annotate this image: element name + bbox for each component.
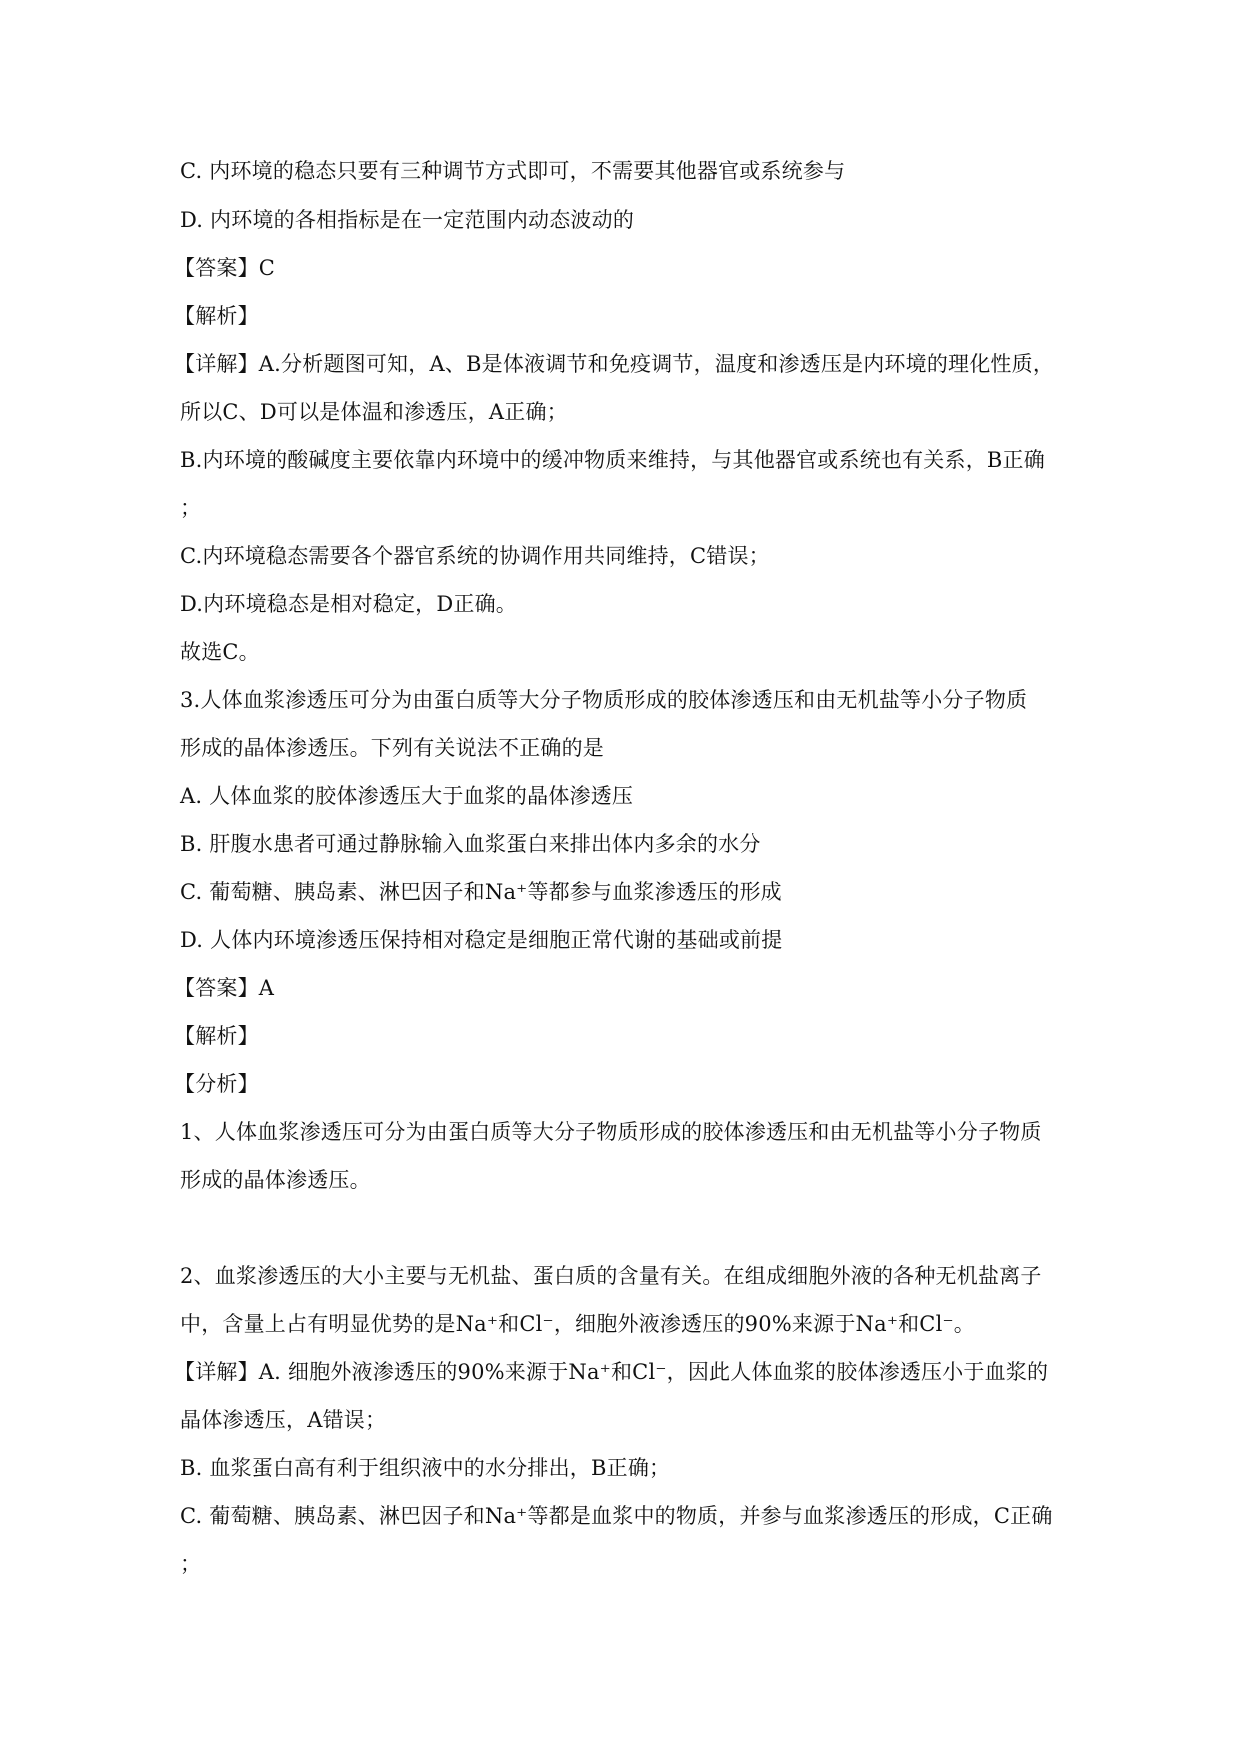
analysis-point: 形成的晶体渗透压。 [180, 1168, 371, 1192]
analysis-point: 2、血浆渗透压的大小主要与无机盐、蛋白质的含量有关。在组成细胞外液的各种无机盐离子 [180, 1264, 1042, 1288]
detail-line: B. 血浆蛋白高有利于组织液中的水分排出，B正确； [180, 1456, 671, 1480]
answer-label: 【答案】C [174, 256, 276, 280]
analysis-subheading: 【分析】 [174, 1072, 259, 1096]
option-a-line: A. 人体血浆的胶体渗透压大于血浆的晶体渗透压 [180, 784, 634, 808]
detail-line: B.内环境的酸碱度主要依靠内环境中的缓冲物质来维持，与其他器官或系统也有关系，B正确 [180, 448, 1045, 472]
option-c-line: C. 内环境的稳态只要有三种调节方式即可，不需要其他器官或系统参与 [180, 159, 846, 183]
detail-line: 晶体渗透压，A错误； [180, 1408, 387, 1432]
detail-line: D.内环境稳态是相对稳定，D正确。 [180, 592, 517, 616]
analysis-label: 【解析】 [174, 304, 259, 328]
analysis-point: 中，含量上占有明显优势的是Na⁺和Cl⁻，细胞外液渗透压的90%来源于Na⁺和Cl⁻。 [180, 1312, 975, 1336]
detail-line: 所以C、D可以是体温和渗透压，A正确； [180, 400, 568, 424]
detail-line: 【详解】A. 细胞外液渗透压的90%来源于Na⁺和Cl⁻，因此人体血浆的胶体渗透压小于血浆的 [174, 1360, 1049, 1384]
option-d-line: D. 内环境的各相指标是在一定范围内动态波动的 [180, 208, 635, 232]
detail-line: C. 葡萄糖、胰岛素、淋巴因子和Na⁺等都是血浆中的物质，并参与血浆渗透压的形成，C正确 [180, 1504, 1053, 1528]
detail-line: ； [180, 496, 202, 520]
detail-line: 【详解】A.分析题图可知，A、B是体液调节和免疫调节，温度和渗透压是内环境的理化性质， [174, 352, 1055, 376]
detail-line: C.内环境稳态需要各个器官系统的协调作用共同维持，C错误； [180, 544, 770, 568]
question-stem: 3.人体血浆渗透压可分为由蛋白质等大分子物质形成的胶体渗透压和由无机盐等小分子物质 [180, 688, 1028, 712]
answer-label: 【答案】A [174, 976, 275, 1000]
analysis-point: 1、人体血浆渗透压可分为由蛋白质等大分子物质形成的胶体渗透压和由无机盐等小分子物质 [180, 1120, 1042, 1144]
option-c-line: C. 葡萄糖、胰岛素、淋巴因子和Na⁺等都参与血浆渗透压的形成 [180, 880, 782, 904]
option-d-line: D. 人体内环境渗透压保持相对稳定是细胞正常代谢的基础或前提 [180, 928, 783, 952]
detail-line: ； [180, 1552, 202, 1576]
question-stem: 形成的晶体渗透压。下列有关说法不正确的是 [180, 736, 604, 760]
analysis-label: 【解析】 [174, 1024, 259, 1048]
conclusion-line: 故选C。 [180, 640, 260, 664]
option-b-line: B. 肝腹水患者可通过静脉输入血浆蛋白来排出体内多余的水分 [180, 832, 761, 856]
